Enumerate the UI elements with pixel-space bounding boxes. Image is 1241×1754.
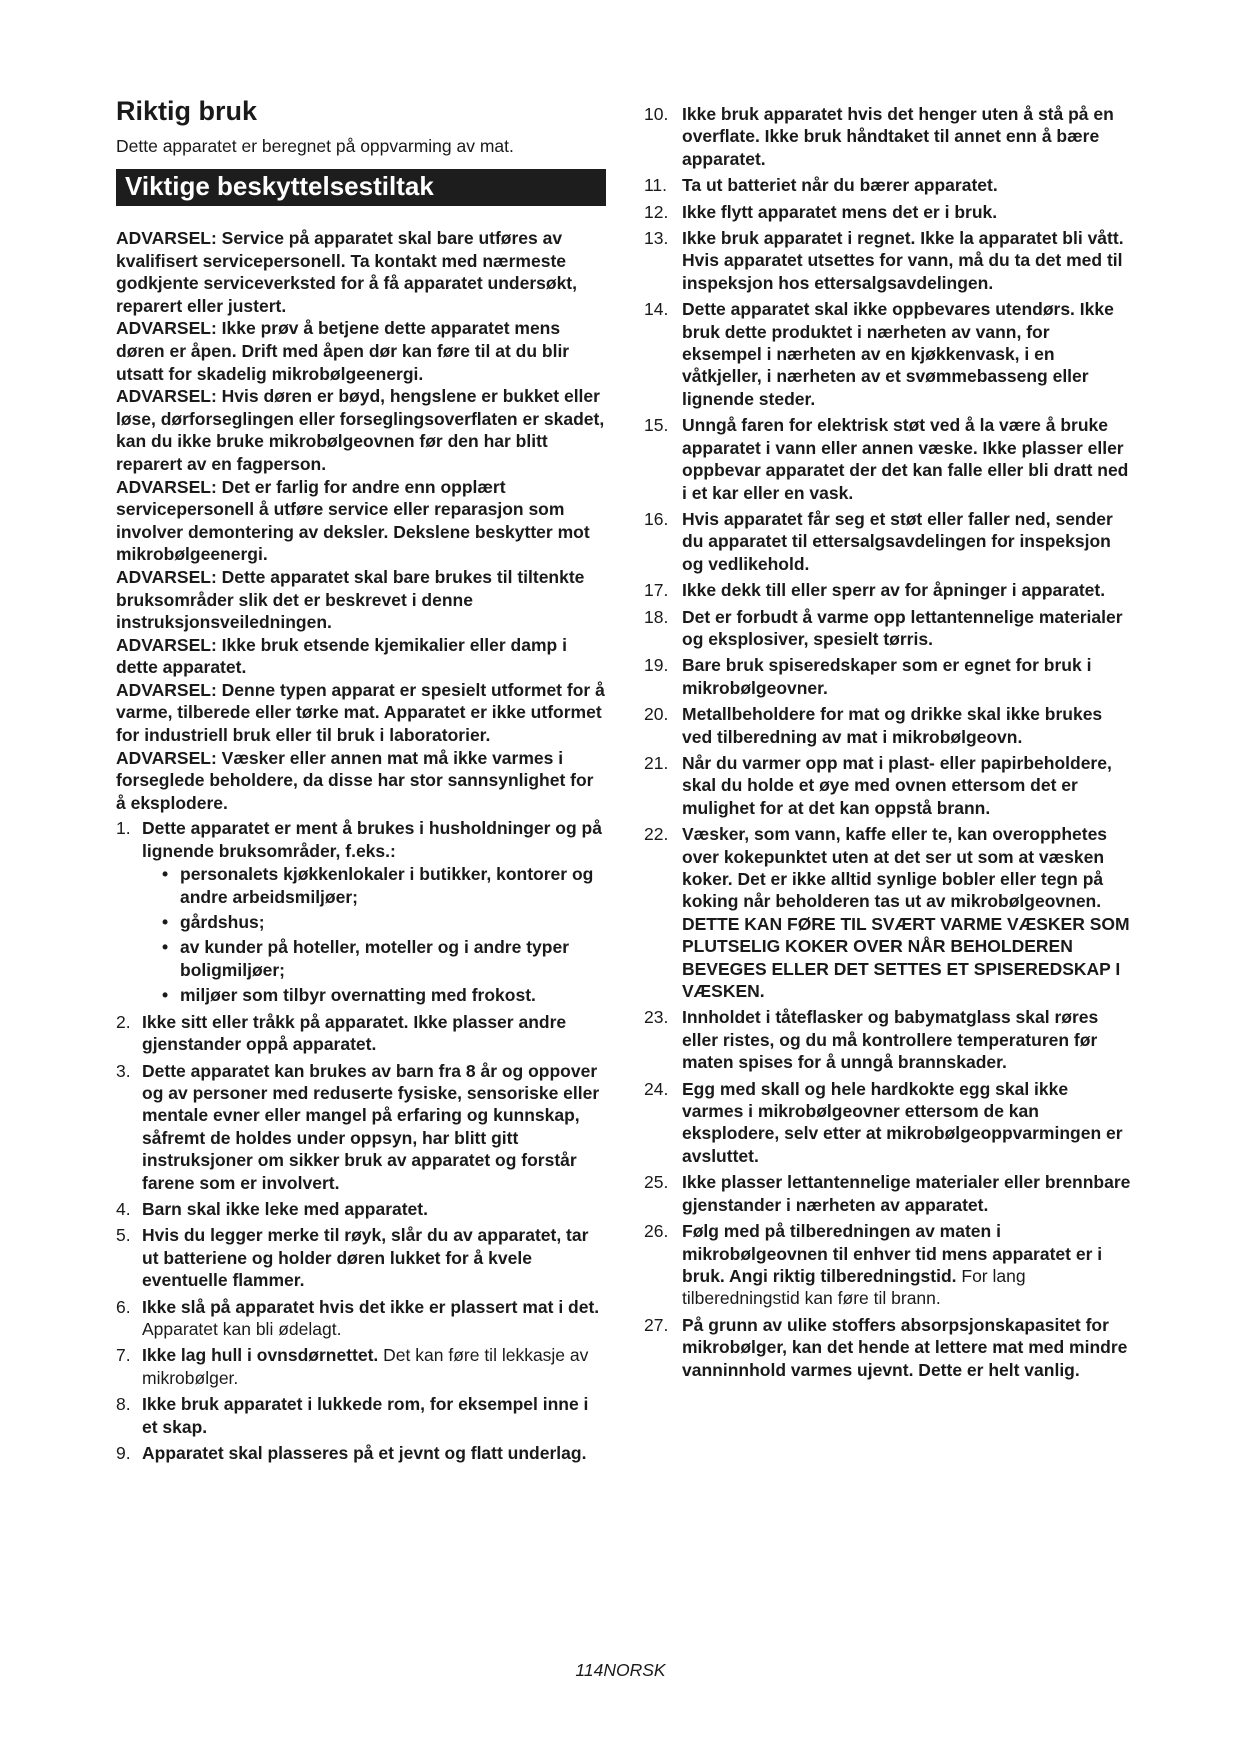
item-text: Ikke bruk apparatet i lukkede rom, for eksempel inne i et skap. — [142, 1394, 589, 1437]
item-number: 10. — [644, 104, 669, 124]
item-note: Apparatet kan bli ødelagt. — [142, 1318, 342, 1339]
item-number: 18. — [644, 606, 669, 627]
bullet-item — [162, 863, 606, 908]
item-number: 9. — [116, 1443, 131, 1463]
item-number: 17. — [644, 580, 669, 601]
list-item — [644, 103, 1132, 170]
item-number: 3. — [116, 1060, 131, 1081]
item-number: 14. — [644, 299, 669, 320]
item-text: Hvis apparatet får seg et støt eller faller ned, sender du apparatet til ettersalgsavdelingen for inspeksjon og vedlikehold. — [682, 508, 1113, 574]
item-number: 26. — [644, 1221, 669, 1242]
list-item — [644, 703, 1132, 748]
item-number: 12. — [644, 201, 669, 222]
item-text: Bare bruk spiseredskaper som er egnet for bruk i mikrobølgeovner. — [682, 655, 1092, 698]
item-text: Hvis du legger merke til røyk, slår du av apparatet, tar ut batteriene og holder døren lukket for å kvele eventuelle flammer. — [142, 1225, 589, 1291]
item-text: Ikke plasser lettantennelige materialer eller brennbare gjenstander i nærheten av apparatet. — [682, 1172, 1131, 1215]
item-text: Unngå faren for elektrisk støt ved å la være å bruke apparatet i vann eller annen væske. Ikke plasser eller oppbevar apparatet der det kan falle eller bli dratt ned i et kar eller en vask. — [682, 415, 1129, 503]
item-number: 23. — [644, 1007, 669, 1028]
page-footer: 114NORSK — [575, 1660, 666, 1680]
item-text: Dette apparatet kan brukes av barn fra 8 år og oppover og av personer med reduserte fysiske, sensoriske eller mentale evner eller mangel på erfaring og kunnskap, såfremt de holdes under oppsyn, har blitt gitt instruksjoner om sikker bruk av apparatet og forstår farene som er involvert. — [142, 1060, 600, 1193]
item-text: Når du varmer opp mat i plast- eller papirbeholdere, skal du holde et øye med ovnen ettersom det er mulighet for at det kan oppstå brann. — [682, 752, 1112, 818]
item-text: Ikke bruk apparatet hvis det henger uten å stå på en overflate. Ikke bruk håndtaket til annet enn å bære apparatet. — [682, 104, 1114, 169]
item-number: 1. — [116, 818, 131, 839]
list-item — [116, 1442, 606, 1464]
safety-banner: Viktige beskyttelsestiltak — [116, 169, 606, 206]
item-text: Væsker, som vann, kaffe eller te, kan overopphetes over kokepunktet uten at det ser ut som at væsken koker. Det er ikke alltid synlige bobler eller tegn på koking når beholderen tas ut av mikrobølgeovnen. DETTE KAN FØRE TIL SVÆRT VARME VÆSKER SOM PLUTSELIG KOKER OVER NÅR BEHOLDEREN BEVEGES ELLER DET SETTES ET SPISEREDSKAP I VÆSKEN. — [682, 824, 1130, 1002]
item-text: Innholdet i tåteflasker og babymatglass skal røres eller ristes, og du må kontrollere temperaturen før maten spises for å unngå brannskader. — [682, 1007, 1099, 1073]
list-item — [644, 201, 1132, 223]
item-text: Dette apparatet er ment å brukes i husholdninger og på lignende bruksområder, f.eks.: — [142, 818, 602, 861]
item-text: Ikke dekk till eller sperr av for åpninger i apparatet. — [682, 580, 1106, 601]
list-item — [644, 1171, 1132, 1216]
item-number: 25. — [644, 1172, 669, 1193]
item-text: Metallbeholdere for mat og drikke skal ikke brukes ved tilberedning av mat i mikrobølgeovn. — [682, 704, 1103, 747]
warning-paragraph: ADVARSEL: Væsker eller annen mat må ikke varmes i forseglede beholdere, da disse har stor sannsynlighet for å eksplodere. — [116, 747, 594, 813]
list-item — [644, 414, 1132, 504]
warning-paragraph: ADVARSEL: Denne typen apparat er spesielt utformet for å varme, tilberede eller tørke mat. Apparatet er ikke utformet for industriell bruk eller til bruk i laboratorier. — [116, 679, 605, 746]
item-number: 2. — [116, 1011, 131, 1032]
item-note: Det kan føre til lekkasje av mikrobølger. — [142, 1345, 589, 1388]
item-text: Ikke sitt eller tråkk på apparatet. Ikke plasser andre gjenstander oppå apparatet. — [142, 1011, 567, 1055]
bullet-text: gårdshus; — [180, 912, 265, 933]
list-item — [644, 174, 1132, 196]
list-item — [644, 1314, 1132, 1381]
bullet-item — [162, 936, 606, 981]
list-item — [116, 1344, 606, 1389]
item-number: 21. — [644, 752, 669, 773]
item-number: 11. — [644, 175, 668, 196]
list-item — [644, 606, 1132, 651]
warnings-block — [116, 227, 606, 814]
item-number: 27. — [644, 1314, 669, 1335]
bullet-list — [162, 863, 606, 1006]
item-text: Ikke slå på apparatet hvis det ikke er plassert mat i det. — [142, 1296, 600, 1317]
list-item — [116, 1224, 606, 1291]
list-item — [644, 1220, 1132, 1310]
list-item — [116, 1011, 606, 1056]
list-item — [116, 1296, 606, 1341]
section-title: Riktig bruk — [116, 96, 258, 126]
bullet-item — [162, 911, 606, 933]
list-item — [116, 817, 606, 1006]
item-number: 19. — [644, 655, 669, 676]
item-text: Ikke lag hull i ovnsdørnettet. — [142, 1345, 379, 1366]
item-text: Det er forbudt å varme opp lettantennelige materialer og eksplosiver, spesielt tørris. — [682, 606, 1123, 649]
bullet-dot: • — [162, 912, 169, 933]
right-column — [644, 100, 1132, 1385]
item-text: Ikke flytt apparatet mens det er i bruk. — [682, 201, 998, 222]
list-item — [644, 298, 1132, 410]
list-item — [644, 823, 1132, 1002]
list-item — [644, 1078, 1132, 1168]
item-text: Følg med på tilberedningen av maten i mikrobølgeovnen til enhver tid mens apparatet er i bruk. Angi riktig tilberedningstid. — [682, 1221, 1103, 1286]
list-item — [644, 579, 1132, 601]
intro-text: Dette apparatet er beregnet på oppvarming av mat. — [116, 136, 514, 156]
list-item — [116, 1393, 606, 1438]
bullet-dot: • — [162, 985, 169, 1006]
item-number: 5. — [116, 1225, 131, 1246]
warning-paragraph: ADVARSEL: Ikke bruk etsende kjemikalier eller damp i dette apparatet. — [116, 634, 567, 678]
item-number: 15. — [644, 415, 669, 436]
bullet-dot: • — [162, 937, 169, 958]
bullet-dot: • — [162, 864, 169, 885]
item-number: 24. — [644, 1078, 669, 1099]
item-number: 6. — [116, 1296, 131, 1317]
bullet-text: personalets kjøkkenlokaler i butikker, kontorer og andre arbeidsmiljøer; — [180, 864, 594, 907]
item-text: Dette apparatet skal ikke oppbevares utendørs. Ikke bruk dette produktet i nærheten av vann, for eksempel i nærheten av en kjøkkenvask, i en våtkjeller, i nærheten av et svømmebasseng eller lignende steder. — [682, 299, 1114, 409]
warning-paragraph: ADVARSEL: Hvis døren er bøyd, hengslene er bukket eller løse, dørforseglingen eller forseglingsoverflaten er skadet, kan du ikke bruke mikrobølgeovnen før den har blitt reparert av en fagperson. — [116, 386, 605, 474]
list-item — [644, 752, 1132, 819]
list-item — [116, 1198, 606, 1220]
bullet-item — [162, 984, 606, 1006]
safety-list-left — [116, 817, 606, 1464]
bullet-text: miljøer som tilbyr overnatting med frokost. — [180, 985, 536, 1006]
item-text: Barn skal ikke leke med apparatet. — [142, 1198, 428, 1219]
bullet-text: av kunder på hoteller, moteller og i andre typer boligmiljøer; — [180, 937, 569, 980]
item-text: Apparatet skal plasseres på et jevnt og flatt underlag. — [142, 1443, 587, 1463]
left-column — [116, 95, 606, 1468]
item-number: 16. — [644, 508, 669, 529]
item-text: Ta ut batteriet når du bærer apparatet. — [682, 175, 998, 196]
item-number: 7. — [116, 1345, 131, 1366]
list-item — [644, 654, 1132, 699]
item-number: 22. — [644, 824, 669, 845]
warning-paragraph: ADVARSEL: Det er farlig for andre enn opplært servicepersonell å utføre service eller reparasjon som involver demontering av deksler. Dekslene beskytter mot mikrobølgeenergi. — [116, 476, 590, 565]
warning-paragraph: ADVARSEL: Dette apparatet skal bare brukes til tiltenkte bruksområder slik det er beskrevet i denne instruksjonsveiledningen. — [116, 566, 585, 633]
item-text: Ikke bruk apparatet i regnet. Ikke la apparatet bli vått. Hvis apparatet utsettes for vann, må du ta det med til inspeksjon hos ettersalgsavdelingen. — [682, 228, 1124, 293]
item-number: 20. — [644, 704, 669, 725]
list-item — [644, 508, 1132, 575]
item-text: Egg med skall og hele hardkokte egg skal ikke varmes i mikrobølgeovner ettersom de kan eksplodere, selv etter at mikrobølgeoppvarmingen er avsluttet. — [682, 1078, 1123, 1166]
item-text: På grunn av ulike stoffers absorpsjonskapasitet for mikrobølger, kan det hende at lettere mat med mindre vanninnhold varmes ujevnt. Dette er helt vanlig. — [682, 1314, 1128, 1380]
warning-paragraph: ADVARSEL: Ikke prøv å betjene dette apparatet mens døren er åpen. Drift med åpen dør kan føre til at du blir utsatt for skadelig mikrobølgeenergi. — [116, 318, 570, 384]
list-item — [644, 227, 1132, 294]
list-item — [644, 1006, 1132, 1073]
warning-paragraph: ADVARSEL: Service på apparatet skal bare utføres av kvalifisert servicepersonell. Ta kontakt med nærmeste godkjente serviceverksted for å få apparatet undersøkt, reparert eller justert. — [116, 228, 577, 316]
list-item — [116, 1060, 606, 1194]
item-number: 13. — [644, 228, 669, 249]
safety-list-right — [644, 103, 1132, 1381]
item-number: 8. — [116, 1394, 131, 1415]
item-note: For lang tilberedningstid kan føre til brann. — [682, 1265, 1026, 1309]
item-number: 4. — [116, 1198, 131, 1219]
